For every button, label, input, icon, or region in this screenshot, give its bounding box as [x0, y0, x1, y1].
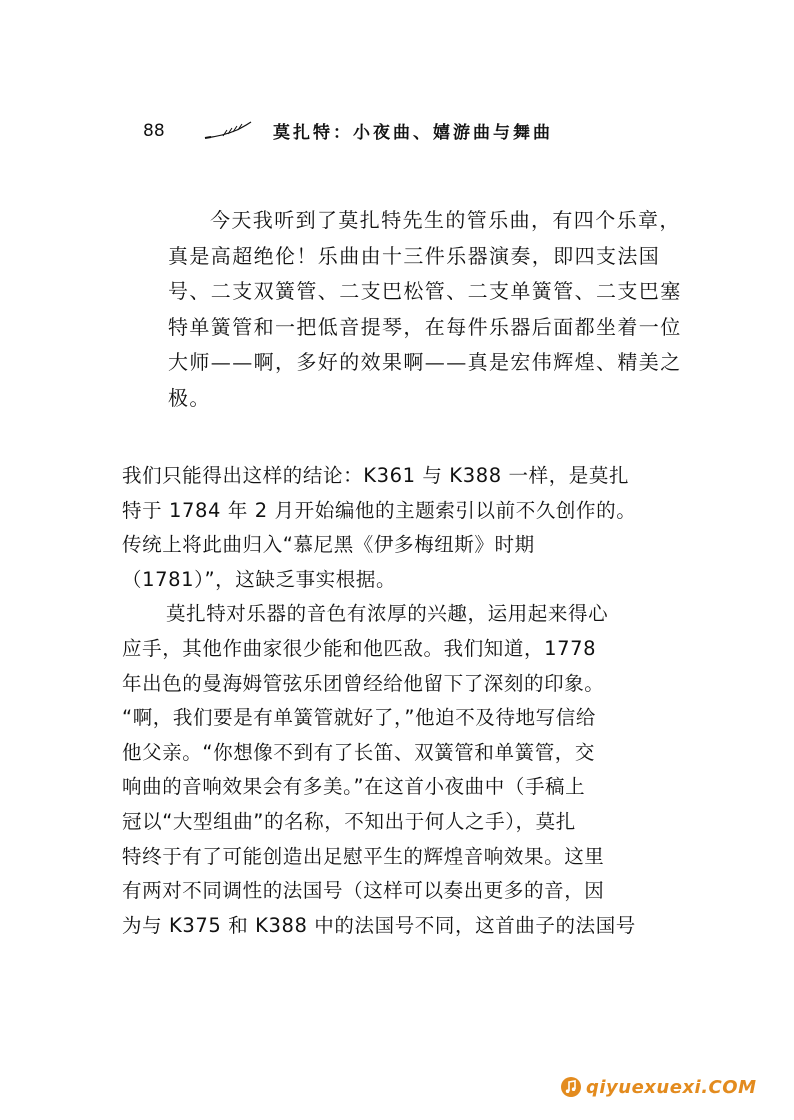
body-line: 他父亲。“你想像不到有了长笛、双簧管和单簧管，交: [122, 740, 596, 764]
body-line: 应手，其他作曲家很少能和他匹敌。我们知道，1778: [122, 636, 597, 660]
body-text: [122, 459, 684, 943]
music-note-icon: [560, 1076, 582, 1098]
body-line: 特于 1784 年 2 月开始编他的主题索引以前不久创作的。: [122, 498, 637, 522]
body-line: 有两对不同调性的法国号（这样可以奏出更多的音，因: [122, 879, 605, 903]
quill-ornament-icon: [203, 120, 253, 142]
page-header: [143, 118, 613, 148]
quoted-letter: [168, 203, 688, 416]
body-line: 莫扎特对乐器的音色有浓厚的兴趣，运用起来得心: [166, 602, 609, 626]
body-line: 响曲的音响效果会有多美。”在这首小夜曲中（手稿上: [122, 775, 586, 799]
body-line: 传统上将此曲归入“慕尼黑《伊多梅纽斯》时期: [122, 533, 535, 557]
body-line: （1781）”，这缺乏事实根据。: [122, 567, 397, 591]
site-watermark: [560, 1072, 757, 1102]
body-line: “啊，我们要是有单簧管就好了，”他迫不及待地写信给: [122, 706, 596, 730]
body-line: 冠以“大型组曲”的名称，不知出于何人之手），莫扎: [122, 809, 576, 833]
page-number: 88: [143, 121, 165, 141]
body-line: 特终于有了可能创造出足慰平生的辉煌音响效果。这里: [122, 844, 605, 868]
body-line: 为与 K375 和 K388 中的法国号不同，这首曲子的法国号: [122, 913, 636, 937]
quote-paragraph: 今天我听到了莫扎特先生的管乐曲，有四个乐章，真是高超绝伦！乐曲由十三件乐器演奏，即四支法国号、二支双簧管、二支巴松管、二支单簧管、二支巴塞特单簧管和一把低音提琴，在每件乐器后面都坐着一位大师——啊，多好的效果啊——真是宏伟辉煌、精美之极。: [168, 208, 682, 410]
watermark-text: qiyuexuexi.COM: [586, 1076, 757, 1098]
body-line: 年出色的曼海姆管弦乐团曾经给他留下了深刻的印象。: [122, 671, 605, 695]
body-line: 我们只能得出这样的结论：K361 与 K388 一样，是莫扎: [122, 464, 630, 487]
running-title: 莫扎特：小夜曲、嬉游曲与舞曲: [273, 123, 553, 143]
